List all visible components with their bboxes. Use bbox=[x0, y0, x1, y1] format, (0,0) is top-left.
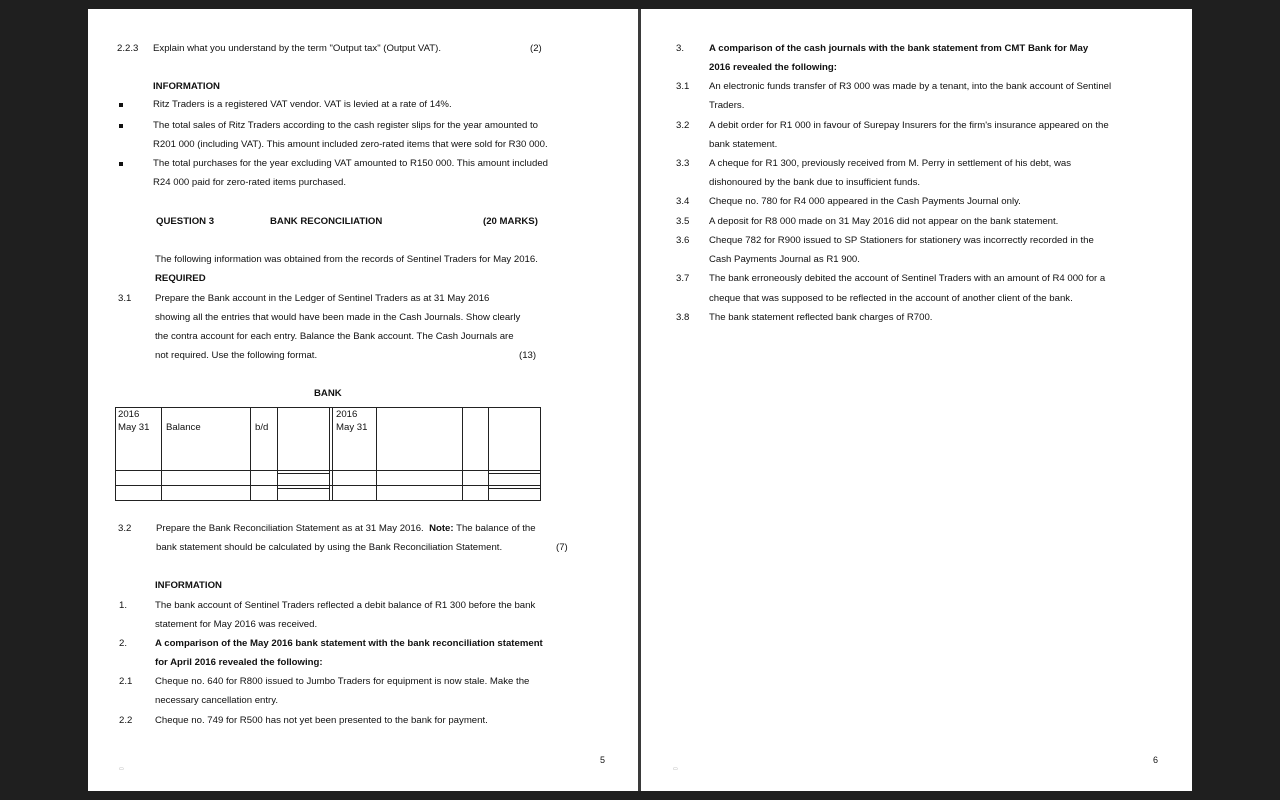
item-number: 3.4 bbox=[676, 196, 690, 207]
item-line: Cheque 782 for R900 issued to SP Stationers for stationery was incorrectly recorded in the bbox=[709, 235, 1094, 246]
information-heading: INFORMATION bbox=[153, 81, 220, 92]
question-line: Prepare the Bank Reconciliation Statement as at 31 May 2016. Note: The balance of the bbox=[156, 523, 536, 534]
question-line: not required. Use the following format. bbox=[155, 350, 318, 361]
bullet-icon bbox=[119, 124, 123, 128]
question-marks: (13) bbox=[519, 350, 537, 361]
list-item: The total purchases for the year excluding VAT amounted to R150 000. This amount included bbox=[153, 158, 549, 169]
item-line: Cash Payments Journal as R1 900. bbox=[709, 254, 860, 265]
question-line: showing all the entries that would have been made in the Cash Journals. Show clearly bbox=[155, 312, 521, 323]
heading-line: 2016 revealed the following: bbox=[709, 62, 837, 73]
item-number: 1. bbox=[119, 600, 128, 611]
item-number: 2.2 bbox=[119, 715, 133, 726]
page-number: 5 bbox=[600, 755, 606, 765]
item-line: The bank erroneously debited the account of Sentinel Traders with an amount of R4 000 for a bbox=[709, 273, 1106, 284]
item-line: A comparison of the May 2016 bank statement with the bank reconciliation statement bbox=[155, 638, 543, 649]
question-marks: (7) bbox=[556, 542, 568, 553]
item-number: 2. bbox=[119, 638, 128, 649]
question-label: QUESTION 3 bbox=[156, 216, 215, 227]
item-line: Traders. bbox=[709, 100, 745, 111]
question-line: the contra account for each entry. Balance the Bank account. The Cash Journals are bbox=[155, 331, 514, 342]
debit-year: 2016 bbox=[118, 409, 140, 420]
question-number: 3.1 bbox=[118, 293, 132, 304]
question-line: bank statement should be calculated by using the Bank Reconciliation Statement. bbox=[156, 542, 503, 553]
question-title: BANK RECONCILIATION bbox=[270, 216, 383, 227]
question-number: 2.2.3 bbox=[117, 43, 139, 54]
item-line: necessary cancellation entry. bbox=[155, 695, 279, 706]
item-line: A deposit for R8 000 made on 31 May 2016 did not appear on the bank statement. bbox=[709, 216, 1059, 227]
list-item: Ritz Traders is a registered VAT vendor. VAT is levied at a rate of 14%. bbox=[153, 99, 452, 110]
item-line: Cheque no. 749 for R500 has not yet been presented to the bank for payment. bbox=[155, 715, 488, 726]
question-text: Explain what you understand by the term "Output tax" (Output VAT). bbox=[153, 43, 442, 54]
question-number: 3.2 bbox=[118, 523, 132, 534]
item-line: Cheque no. 640 for R800 issued to Jumbo Traders for equipment is now stale. Make the bbox=[155, 676, 530, 687]
question-line: Prepare the Bank account in the Ledger of Sentinel Traders as at 31 May 2016 bbox=[155, 293, 490, 304]
credit-year: 2016 bbox=[336, 409, 358, 420]
item-number: 3.5 bbox=[676, 216, 690, 227]
list-item: R201 000 (including VAT). This amount included zero-rated items that were sold for R30 000. bbox=[153, 139, 548, 150]
credit-date: May 31 bbox=[336, 422, 368, 433]
heading-line: A comparison of the cash journals with the bank statement from CMT Bank for May bbox=[709, 43, 1089, 54]
item-line: Cheque no. 780 for R4 000 appeared in the Cash Payments Journal only. bbox=[709, 196, 1021, 207]
item-number: 3.6 bbox=[676, 235, 690, 246]
debit-folio: b/d bbox=[255, 422, 269, 433]
item-number: 2.1 bbox=[119, 676, 133, 687]
item-number: 3.8 bbox=[676, 312, 690, 323]
bank-ledger-table bbox=[115, 407, 541, 501]
item-line: for April 2016 revealed the following: bbox=[155, 657, 323, 668]
item-line: dishonoured by the bank due to insufficient funds. bbox=[709, 177, 921, 188]
list-item: The total sales of Ritz Traders according to the cash register slips for the year amounted to bbox=[153, 120, 539, 131]
item-line: An electronic funds transfer of R3 000 was made by a tenant, into the bank account of Sentinel bbox=[709, 81, 1112, 92]
item-line: bank statement. bbox=[709, 139, 778, 150]
item-line: A cheque for R1 300, previously received from M. Perry in settlement of his debt, was bbox=[709, 158, 1072, 169]
item-line: The bank account of Sentinel Traders reflected a debit balance of R1 300 before the bank bbox=[155, 600, 536, 611]
bullet-icon bbox=[119, 103, 123, 107]
debit-detail: Balance bbox=[166, 422, 201, 433]
item-line: The bank statement reflected bank charges of R700. bbox=[709, 312, 933, 323]
item-line: cheque that was supposed to be reflected in the account of another client of the bank. bbox=[709, 293, 1073, 304]
question-marks: (20 MARKS) bbox=[483, 216, 538, 227]
footer-mark: ▭ bbox=[673, 766, 678, 772]
footer-mark: ▭ bbox=[119, 766, 124, 772]
bullet-icon bbox=[119, 162, 123, 166]
item-line: statement for May 2016 was received. bbox=[155, 619, 318, 630]
item-number: 3.1 bbox=[676, 81, 690, 92]
ledger-title: BANK bbox=[314, 388, 342, 399]
required-heading: REQUIRED bbox=[155, 273, 206, 284]
question-marks: (2) bbox=[530, 43, 542, 54]
item-number: 3. bbox=[676, 43, 685, 54]
debit-date: May 31 bbox=[118, 422, 150, 433]
item-number: 3.7 bbox=[676, 273, 690, 284]
item-number: 3.2 bbox=[676, 120, 690, 131]
item-line: A debit order for R1 000 in favour of Surepay Insurers for the firm's insurance appeared on the bbox=[709, 120, 1109, 131]
list-item: R24 000 paid for zero-rated items purchased. bbox=[153, 177, 347, 188]
page-number: 6 bbox=[1153, 755, 1159, 765]
item-number: 3.3 bbox=[676, 158, 690, 169]
intro-text: The following information was obtained from the records of Sentinel Traders for May 2016. bbox=[155, 254, 538, 265]
information-heading-2: INFORMATION bbox=[155, 580, 222, 591]
